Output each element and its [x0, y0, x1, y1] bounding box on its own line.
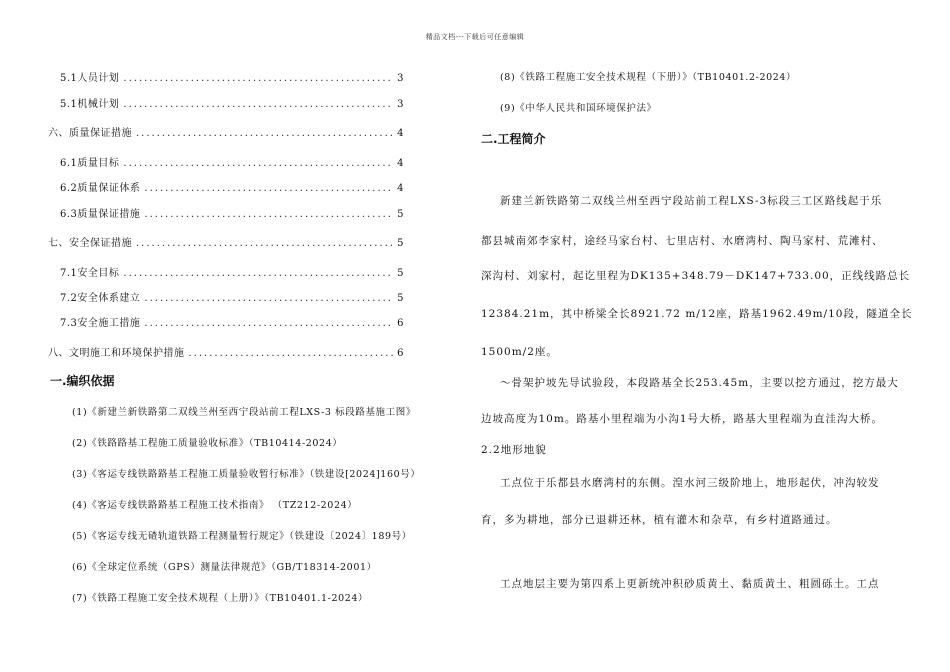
toc-page-number: 5: [397, 293, 404, 304]
reference-item: (3)《客运专线铁路路基工程施工质量验收暂行标准》（铁建设[2024]160号）: [72, 469, 421, 480]
paragraph-line: 工点地层主要为第四系上更新统冲积砂质黄土、黏质黄土、粗圆砾土。工点: [500, 578, 880, 590]
toc-leader-dots: [144, 318, 393, 329]
paragraph-line: 边坡高度为10m。路基小里程端为小沟1号大桥，路基大里程端为直洼沟大桥。: [481, 413, 883, 425]
toc-leader-dots: [123, 158, 393, 169]
reference-item: (4)《客运专线铁路路基工程施工技术指南》 （TZ212-2024）: [72, 500, 358, 511]
paragraph-line: 1500m/2座。: [481, 346, 558, 358]
paragraph-line: 新建兰新铁路第二双线兰州至西宁段站前工程LXS-3标段三工区路线起于乐: [500, 195, 883, 207]
reference-item: (9)《中华人民共和国环境保护法》: [500, 103, 657, 114]
reference-item: (6)《全球定位系统（GPS）测量法律规范》（GB/T18314-2001）: [72, 562, 377, 573]
toc-entry[interactable]: [48, 124, 404, 139]
toc-entry[interactable]: [60, 69, 404, 84]
paragraph-line: 都县城南郊李家村，途经马家台村、七里店村、水磨湾村、陶马家村、荒滩村、: [481, 235, 884, 247]
toc-entry[interactable]: [60, 154, 404, 169]
reference-item: (2)《铁路路基工程施工质量验收标准》（TB10414-2024）: [72, 438, 343, 449]
toc-page-number: 4: [397, 183, 404, 194]
toc-label: 六、质量保证措施: [48, 128, 132, 139]
toc-page-number: 3: [397, 73, 404, 84]
toc-entry[interactable]: [48, 344, 404, 359]
toc-page-number: 5: [397, 238, 404, 249]
paragraph-line: 工点位于乐都县水磨湾村的东侧。湟水河三级阶地上，地形起伏，冲沟较发: [500, 477, 880, 489]
toc-leader-dots: [189, 348, 394, 359]
toc-label: 八、文明施工和环境保护措施: [48, 348, 185, 359]
toc-label: 7.3安全施工措施: [60, 318, 141, 329]
toc-leader-dots: [123, 99, 393, 110]
reference-item: (8)《铁路工程施工安全技术规程（下册）》（TB10401.2-2024）: [500, 72, 797, 83]
toc-entry[interactable]: [60, 314, 404, 329]
toc-page-number: 3: [397, 99, 404, 110]
toc-leader-dots: [144, 293, 393, 304]
toc-entry[interactable]: [60, 289, 404, 304]
reference-item: (1)《新建兰新铁路第二双线兰州至西宁段站前工程LXS-3 标段路基施工图》: [72, 407, 416, 418]
toc-leader-dots: [123, 73, 393, 84]
toc-entry[interactable]: [60, 179, 404, 194]
subsection-heading: 2.2地形地貌: [481, 444, 547, 456]
toc-entry[interactable]: [60, 205, 404, 220]
reference-item: (5)《客运专线无碴轨道铁路工程测量暂行规定》（铁建设〔2024〕189号）: [72, 531, 412, 542]
section-heading: 一.编织依据: [50, 374, 115, 388]
reference-item: (7)《铁路工程施工安全技术规程（上册）》（TB10401.1-2024）: [72, 593, 369, 604]
paragraph-line: 深沟村、刘家村，起讫里程为DK135+348.79－DK147+733.00，正线线路总长: [481, 270, 911, 282]
toc-label: 5.1机械计划: [60, 99, 120, 110]
section-heading: 二.工程简介: [481, 132, 546, 146]
toc-page-number: 5: [397, 268, 404, 279]
toc-label: 6.2质量保证体系: [60, 183, 141, 194]
toc-label: 7.1安全目标: [60, 268, 120, 279]
toc-label: 七、安全保证措施: [48, 238, 132, 249]
paragraph-line: 12384.21m，其中桥梁全长8921.72 m/12座，路基1962.49m/10段，隧道全长: [481, 308, 913, 320]
toc-label: 5.1人员计划: [60, 73, 120, 84]
toc-label: 6.1质量目标: [60, 158, 120, 169]
toc-label: 6.3质量保证措施: [60, 209, 141, 220]
toc-page-number: 4: [397, 128, 404, 139]
toc-label: 7.2安全体系建立: [60, 293, 141, 304]
toc-leader-dots: [136, 128, 393, 139]
toc-leader-dots: [144, 209, 393, 220]
toc-page-number: 6: [397, 318, 404, 329]
toc-page-number: 4: [397, 158, 404, 169]
paragraph-line: 育，多为耕地，部分已退耕还林，植有灌木和杂草，有乡村道路通过。: [481, 514, 838, 526]
toc-page-number: 6: [397, 348, 404, 359]
page-watermark-header: 精品文档---下载后可任意编辑: [425, 33, 525, 41]
paragraph-line: ～骨架护坡先导试验段，本段路基全长253.45m，主要以挖方通过，挖方最大: [500, 377, 899, 389]
toc-page-number: 5: [397, 209, 404, 220]
toc-entry[interactable]: [60, 95, 404, 110]
toc-leader-dots: [144, 183, 393, 194]
toc-entry[interactable]: [48, 234, 404, 249]
toc-entry[interactable]: [60, 264, 404, 279]
toc-leader-dots: [123, 268, 393, 279]
toc-leader-dots: [136, 238, 393, 249]
